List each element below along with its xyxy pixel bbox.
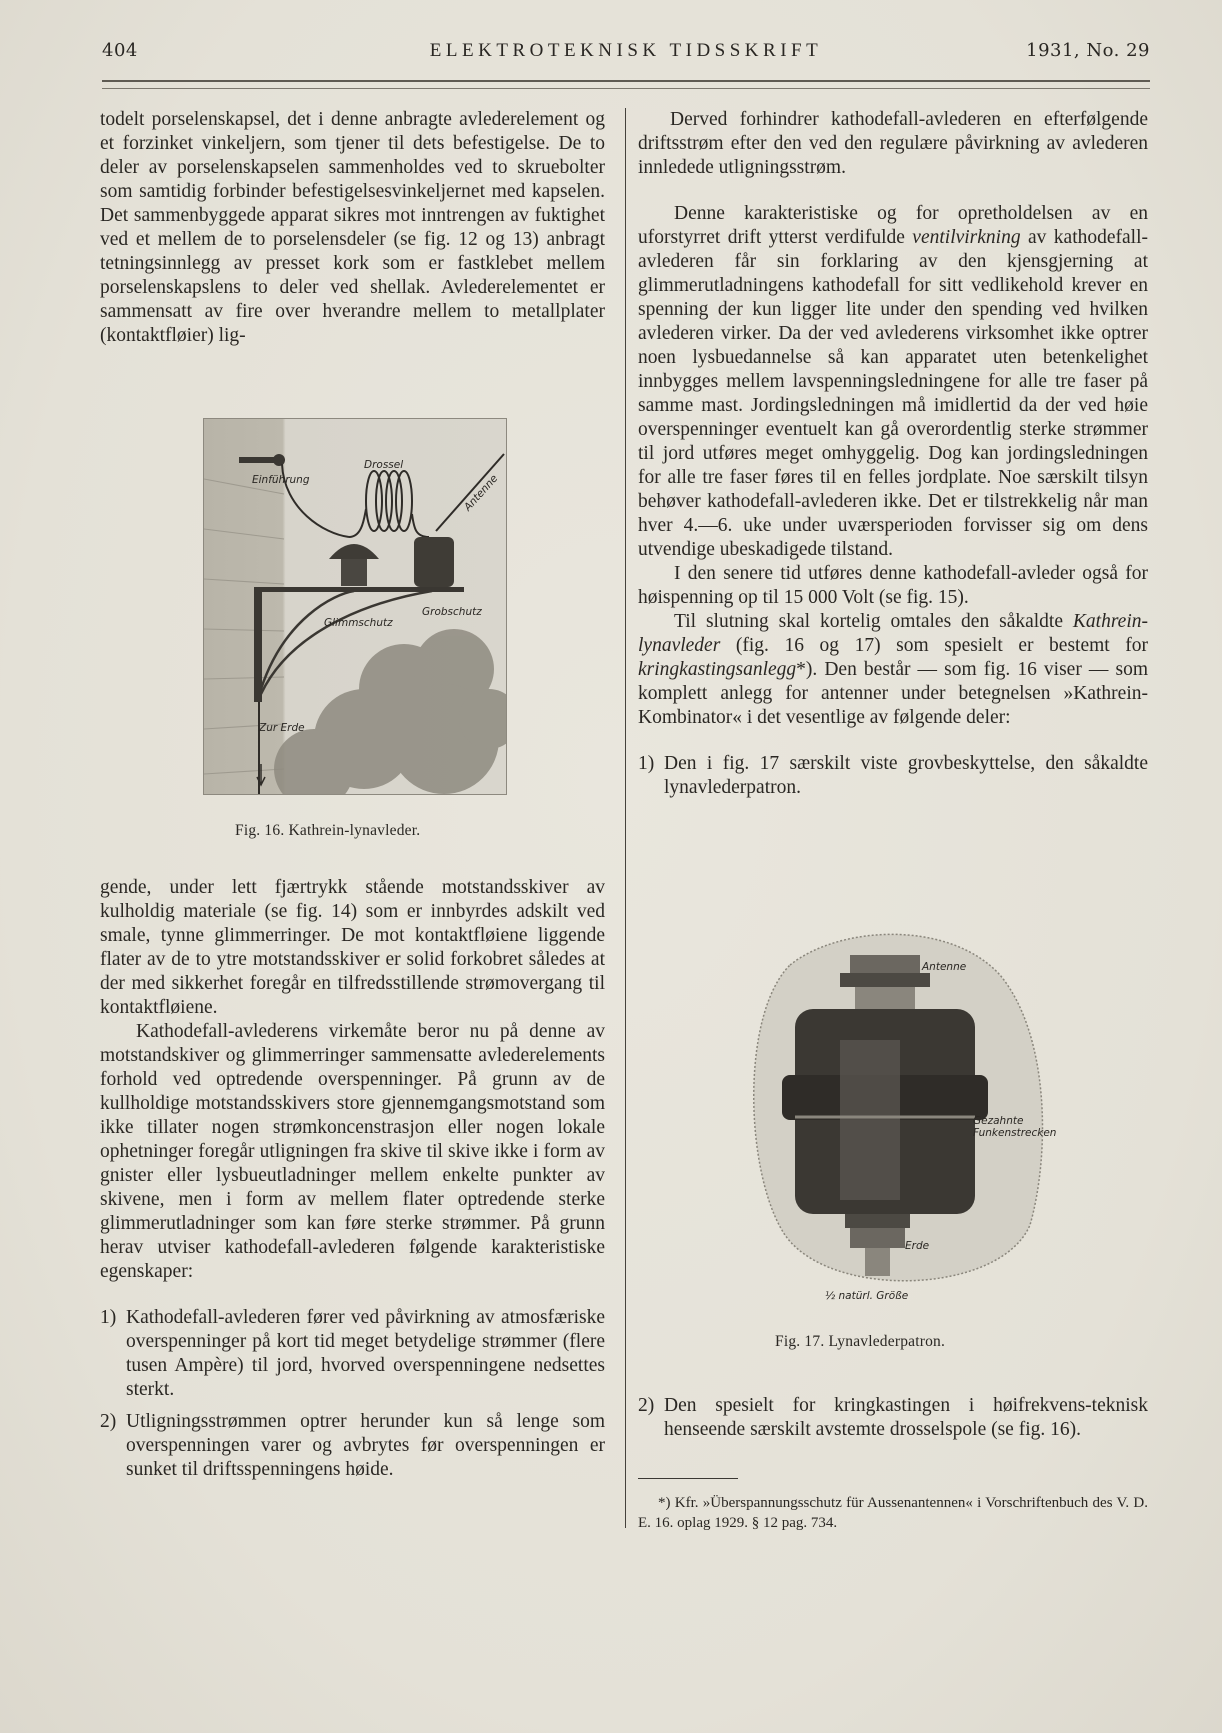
- footnote-rule: [638, 1478, 738, 1479]
- paragraph: Derved forhindrer kathodefall-avlederen en efterfølgende driftsstrøm efter den ved den regulære påvirkning av avlederen innledede utligningsstrøm.: [638, 109, 1148, 178]
- footnote-text: *) Kfr. »Überspannungsschutz für Aussenantennen« i Vorschriftenbuch des V. D. E. 16. oplag 1929. § 12 pag. 734.: [638, 1495, 1148, 1531]
- emphasis: ventilvirkning: [912, 227, 1021, 248]
- label-scale: ½ natürl. Größe: [825, 1290, 909, 1302]
- label-zur-erde: Zur Erde: [259, 722, 305, 734]
- journal-title: ELEKTROTEKNISK TIDSSKRIFT: [429, 40, 823, 61]
- emphasis: kringkastingsanlegg: [638, 659, 797, 680]
- issue-number: 1931, No. 29: [1026, 40, 1150, 61]
- paragraph: I den senere tid utføres denne kathodefall-avleder også for høispenning op til 15 000 Volt (se fig. 15).: [638, 563, 1148, 608]
- paragraph: Til slutning skal kortelig omtales den såkaldte Kathrein-lynavleder (fig. 16 og 17) som spesielt er bestemt for kringkastingsanlegg*). Den består — som fig. 16 viser — som komplett anlegg for antenner under betegnelsen »Kathrein-Kombinator« i det vesentlige av følgende deler:: [638, 611, 1148, 728]
- label-einfuhrung: Einführung: [252, 474, 310, 486]
- list-item-2: 2) Utligningsstrømmen optrer herunder kun så lenge som overspenningen varer og avbrytes før overspenningen er sunket til driftsspenningens høide.: [100, 1411, 605, 1480]
- figure-17-image: [730, 905, 1060, 1310]
- label-drossel: Drossel: [364, 459, 404, 471]
- paragraph: gende, under lett fjærtrykk stående motstandsskiver av kulholdig materiale (se fig. 14) som er innbyrdes adskilt ved smale, tynne glimmerringer. De mot kontaktfløiene liggende flater av de to ytre motstandsskiver er solid forkobret således at der med sikkerhet foregår en tilfredsstillende strømovergang til kontaktfløiene.: [100, 877, 605, 1018]
- left-column-continued: [100, 876, 605, 1482]
- label-grobschutz: Grobschutz: [422, 606, 482, 618]
- label-antenne: Antenne: [461, 472, 501, 514]
- footnote: [638, 1493, 1148, 1533]
- page-number: 404: [102, 40, 138, 61]
- label-glimmschutz: Glimmschutz: [324, 617, 393, 629]
- paragraph: todelt porselenskapsel, det i denne anbragte avlederelement og et forzinket vinkeljern, som tjener til dets befestigelse. De to deler av porselenskapselen sammenholdes ved to skruebolter som samtidig forbinder befestigelsesvinkeljernet med kapselen. Det sammenbyggede apparat sikres mot inntrengen av fuktighet ved et mellem de to porselensdeler (se fig. 12 og 13) anbragt tetningsinnlegg av presset kork som er fastklebet mellem porselenskapslens to deler ved shellak. Avlederelementet er sammensatt av fire over hverandre mellem to metallplater (kontaktfløier) lig-: [100, 109, 605, 346]
- header-rule: [102, 80, 1150, 89]
- list-item-2: 2) Den spesielt for kringkastingen i høifrekvens-teknisk henseende særskilt avstemte drosselspole (se fig. 16).: [638, 1395, 1148, 1440]
- label-antenne: Antenne: [922, 961, 967, 973]
- label-erde: Erde: [905, 1240, 930, 1252]
- right-column: [638, 108, 1148, 800]
- list-item-1: 1) Kathodefall-avlederen fører ved påvirkning av atmosfæriske overspenninger på kort tid meget betydelige strømmer (flere tusen Ampère) til jord, hvorved overspenningene nedsettes sterkt.: [100, 1307, 605, 1400]
- left-column: [100, 108, 605, 348]
- emphasis: Kathrein-lynavleder: [638, 611, 1148, 656]
- paragraph: Kathodefall-avlederens virkemåte beror nu på denne av motstandskiver og glimmerringer sammensatte avlederelements forhold ved optredende overspenninger. På grunn av de kullholdige motstandsskivers store gjennemgangsmotstand som ikke tillater nogen strømkoncenstrasjon eller nogen lokale ophetninger foregår utligningen fra skive til skive ikke i form av gnister eller lysbueutladninger mellem enkelte punkter av skivene, men i form av mellem flater optredende sterke glimmerutladninger som kan føre sterke strømmer. På grunn herav utviser kathodefall-avlederen følgende karakteristiske egenskaper:: [100, 1021, 605, 1282]
- running-header: [102, 38, 1150, 68]
- figure-16-caption: Fig. 16. Kathrein-lynavleder.: [235, 822, 421, 839]
- paragraph: Denne karakteristiske og for opretholdelsen av en uforstyrret drift ytterst verdifulde ventilvirkning av kathodefall-avlederen får sin forklaring av den kjensgjerning at glimmerutladningens kathodefall for sitt vedlikehold krever en spenning der kun ligger lite under den spending ved hvilken avlederen virker. Da der ved avlederens virksomhet ikke optrer noen lysbuedannelse så kan apparatet uten betenkelighet innbygges mellem lavspenningsledningene for alle tre faser på samme mast. Jordingsledningen må imidlertid da der ved høie overspenninger eventuelt kan gå overordentlig sterke strømmer til jord utføres meget omhyggelig. Dog kan jordingsledningen for alle tre faser føres til en felles jordplate. Noe særskilt tilsyn behøver kathodefall-avlederen ikke. Det er tilstrekkelig når man hver 4.—6. uke under uværsperioden forvisser sig om dens utvendige ubeskadigede tilstand.: [638, 203, 1148, 560]
- figure-16-image: [203, 418, 507, 795]
- figure-17-caption: Fig. 17. Lynavlederpatron.: [775, 1333, 946, 1350]
- label-gezahnte: Gezahnte: [973, 1115, 1024, 1127]
- lightning-cartridge-illustration: [730, 905, 1060, 1310]
- right-column-continued: [638, 1394, 1148, 1442]
- list-item-1: 1) Den i fig. 17 særskilt viste grovbeskyttelse, den såkaldte lynavlederpatron.: [638, 753, 1148, 798]
- label-funkenstrecken: Funkenstrecken: [973, 1127, 1057, 1139]
- column-divider: [625, 108, 626, 1528]
